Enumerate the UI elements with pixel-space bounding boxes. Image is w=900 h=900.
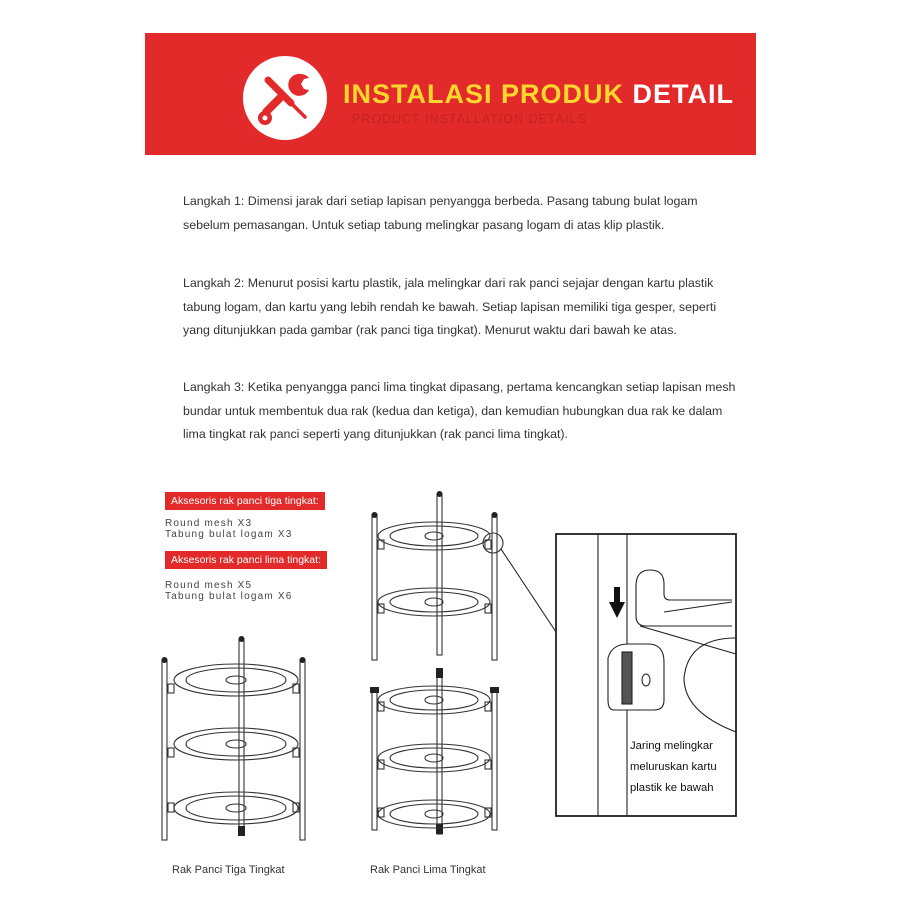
three-tier-caption: Rak Panci Tiga Tingkat xyxy=(172,864,285,876)
three-tier-item-mesh: Round mesh X3 xyxy=(165,518,253,529)
five-tier-rack-bottom-drawing xyxy=(370,668,499,834)
three-tier-accessories-tag: Aksesoris rak panci tiga tingkat: xyxy=(165,492,325,510)
three-tier-rack-drawing xyxy=(162,636,306,840)
five-tier-item-mesh: Round mesh X5 xyxy=(165,580,253,591)
step-1-text: Langkah 1: Dimensi jarak dari setiap lapisan penyangga berbeda. Pasang tabung bulat logam sebelum pemasangan. Untuk setiap tabung melingkar pasang logam di atas klip plastik. xyxy=(183,194,698,232)
five-tier-rack-top-drawing xyxy=(372,491,504,660)
five-tier-accessories-tag: Aksesoris rak panci lima tingkat: xyxy=(165,551,327,569)
three-tier-item-tube: Tabung bulat logam X3 xyxy=(165,529,293,540)
page-title: INSTALASI PRODUK DETAIL xyxy=(343,79,735,109)
page-subtitle: PRODUCT INSTALLATION DETAILS xyxy=(352,112,587,126)
step-3-text: Langkah 3: Ketika penyangga panci lima tingkat dipasang, pertama kencangkan setiap lapisan mesh bundar untuk membentuk dua rak (kedua dan ketiga), dan kemudian hubungkan dua rak ke dalam lima tingkat rak panci seperti yang ditunjukkan (rak panci lima tingkat). xyxy=(183,380,736,441)
five-tier-item-tube: Tabung bulat logam X6 xyxy=(165,591,293,602)
clip-detail-note: Jaring melingkar meluruskan kartu plastik ke bawah xyxy=(630,740,717,794)
step-2-text: Langkah 2: Menurut posisi kartu plastik, jala melingkar dari rak panci sejajar dengan kartu plastik tabung logam, dan kartu yang lebih rendah ke bawah. Setiap lapisan memiliki tiga gesper, seperti yang ditunjukkan pada gambar (rak panci tiga tingkat). Menurut waktu dari bawah ke atas. xyxy=(183,276,717,337)
five-tier-caption: Rak Panci Lima Tingkat xyxy=(370,864,486,876)
